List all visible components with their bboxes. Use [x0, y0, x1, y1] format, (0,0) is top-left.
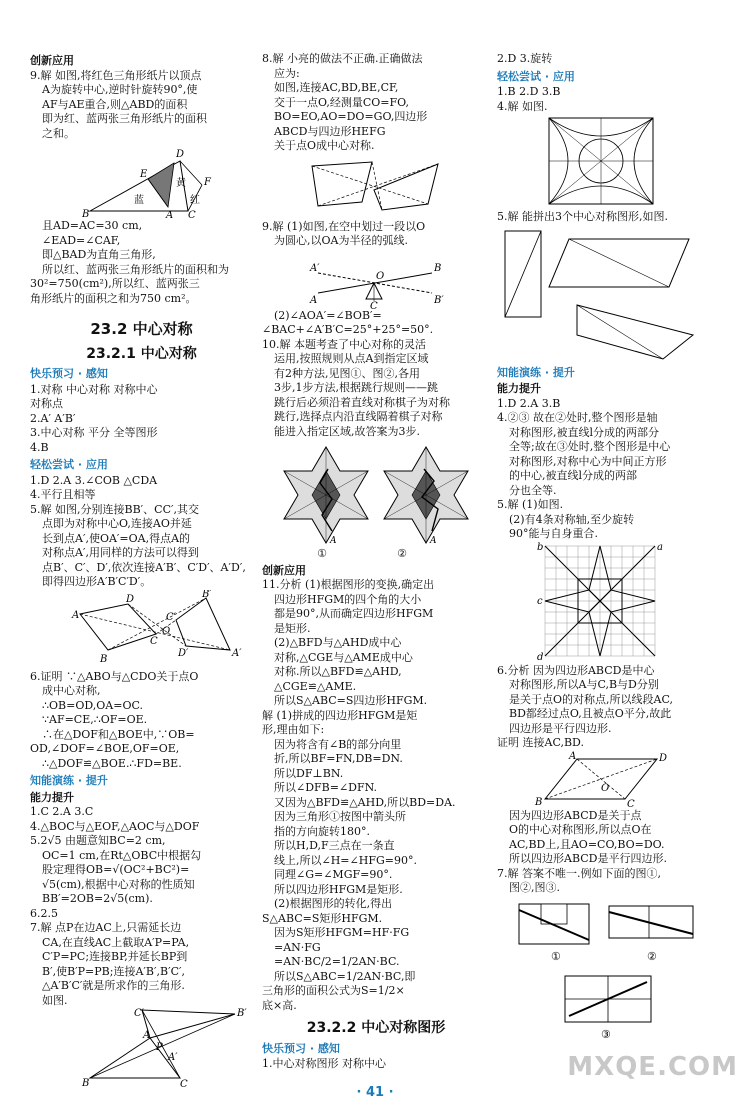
section-title: 23.2 中心对称 [90, 320, 193, 338]
section-innovation: 创新应用 [30, 54, 74, 67]
svg-text:A: A [310, 294, 318, 306]
try-answers: 1.B 2.D 3.B [497, 85, 561, 98]
subsection-title: 23.2.2 中心对称图形 [306, 1020, 446, 1036]
figure-2-shape [609, 906, 693, 938]
section-innovation: 创新应用 [262, 563, 306, 577]
answer-7: 7.解 点P在边AC上,只需延长边 CA,在直线AC上截取A′P=PA, C′P=PC;连接BP,并延长BP到 B′,使B′P=PB;连接A′B′,B′C′, △A′B′C′就是所求作的三角形. 如图. [30, 921, 190, 1007]
svg-text:C: C [370, 300, 378, 309]
label-E: E [140, 169, 148, 180]
svg-text:P: P [156, 1042, 163, 1053]
svg-text:D′: D′ [178, 647, 189, 659]
svg-text:d: d [537, 651, 544, 663]
label-F: F [204, 177, 211, 188]
watermark-logo: MXQE.COM [567, 1052, 738, 1082]
svg-text:A: A [330, 536, 337, 546]
heading-easy-try: 轻松尝试 · 应用 [30, 458, 108, 471]
chinese-checkers-figure [262, 439, 490, 547]
heading-easy-try: 轻松尝试 · 应用 [497, 69, 575, 83]
answer-9: 9.解 (1)如图,在空中划过一段以O 为圆心,以OA为半径的弧线. [262, 219, 426, 247]
svg-text:B′: B′ [434, 294, 444, 306]
answer-5b: 5.2√5 由题意知BC=2 cm, OC=1 cm,在Rt△OBC中根据勾 股定理得OB=√(OC²+BC²)= √5(cm),根据中心对称的性质知 BB′=2OB=2√5(cm). [30, 834, 202, 905]
svg-text:B′: B′ [237, 1008, 247, 1019]
lever-figure [262, 249, 490, 309]
column-2 [262, 52, 490, 1072]
svg-text:a: a [657, 541, 663, 553]
heading-practice: 知能演练 · 提升 [497, 365, 575, 379]
heading-quick-preview: 快乐预习 · 感知 [262, 1041, 340, 1055]
answer-9-cont: (2)∠AOA′=∠BOB′= ∠BAC+∠A′B′C=25°+25°=50°. [262, 308, 434, 336]
answer-6b: 6.2.5 [30, 906, 58, 920]
heading-ability: 能力提升 [30, 790, 74, 804]
svg-text:C′: C′ [134, 1008, 144, 1019]
answer-5b: 5.解 (1)如图. (2)有4条对称轴,至少旋转 90°能与自身重合. [497, 498, 635, 540]
figure-3-shape [565, 976, 651, 1022]
svg-text:B′: B′ [202, 589, 212, 600]
svg-text:A′: A′ [168, 1052, 178, 1063]
answer-4: 4.解 如图. [497, 99, 548, 113]
heading-quick-preview: 快乐预习 · 感知 [30, 367, 108, 380]
svg-text:C: C [627, 798, 635, 809]
column-1 [30, 52, 253, 1088]
answer-11: 11.分析 (1)根据图形的变换,确定出 四边形HFGM的四个角的大小 都是90°,从而确定四边形HFGM 是矩形. (2)△BFD与△AHD成中心 对称,△CGE与△AME成中心 对称.所以△BFD≌△AHD, △CGE≌△AME. 所以S△ABC=S四边形HFGM. 解 (1)拼成的四边形HFGM是矩 形,理由如下: 因为将含有∠B的部分向里 折,所以BF=FN,DB=DN. 所以DF⊥BN. 所以∠DFB=∠DFN. 又因为△BFD≌△AHD,所以BD=DA. 因为三角形①按图中箭头所 指的方向旋转180°. 所以H,D,F三点在一条直 线上,所以∠H=∠HFG=90°. 同理∠G=∠MGF=90°. 所以四边形HFGM是矩形. (2)根据图形的转化,得出 S△ABC=S矩形HFGM. 因为S矩形HFGM=HF·FG =AN·FG =AN·BC/2=1/2AN·BC. 所以S△ABC=1/2AN·BC,即 三角形的面积公式为S=1/2× 底×高. [262, 578, 456, 1012]
quick-answer: 1.中心对称图形 对称中心 [262, 1057, 386, 1070]
answer-6: 6.证明 ∵△ABO与△CDO关于点O 成中心对称, ∴OB=OD,OA=OC. ∵AF=CE,∴OF=OE. ∴在△DOF和△BOE中,∵OB= OD,∠DOF=∠BOE,OF=OE, ∴△DOF≌△BOE.∴FD=BE. [30, 669, 199, 770]
label-C: C [188, 210, 196, 219]
try-answers: 1.D 2.A 3.∠COB △CDA 4.平行且相等 [30, 473, 158, 501]
label-red: 红 [190, 195, 200, 206]
heading-ability: 能力提升 [497, 382, 541, 395]
quick-answers: 1.对称 中心对称 对称中心 对称点 2.A′ A′B′ 3.中心对称 平分 全等图形 4.B [30, 382, 158, 454]
answer-5: 5.解 能拼出3个中心对称图形,如图. [497, 210, 668, 223]
grid-pattern-figure [497, 542, 719, 664]
svg-text:③: ③ [601, 1027, 611, 1041]
svg-text:B: B [434, 262, 442, 274]
svg-text:A: A [569, 750, 577, 762]
answer-9-cont: 且AD=AC=30 cm, ∠EAD=∠CAF, 即△BAD为直角三角形, 所以红、蓝两张三角形纸片的面积和为 30²=750(cm²),所以红、蓝两张三 角形纸片的面积之和为750 cm²。 [30, 219, 229, 305]
triangle-figure [30, 141, 253, 219]
svg-text:B: B [100, 653, 108, 665]
symmetric-pattern-figure [497, 114, 719, 210]
svg-text:O: O [376, 270, 385, 282]
star-board-2 [384, 447, 468, 543]
svg-text:A: A [430, 536, 437, 546]
rectangles-figure [497, 896, 719, 1044]
page-number: · 41 · [356, 1085, 394, 1100]
svg-text:A′: A′ [310, 262, 320, 274]
answer-4b: 4.②③ 故在②处时,整个图形是轴 对称图形,被直线l分成的两部分 全等;故在③处时,整个图形是中心 对称图形,对称中心为中间正方形 的中心,被直线l分成的两部 分也全等. [497, 411, 671, 497]
svg-text:C′: C′ [166, 611, 176, 623]
triangle-construction-figure [30, 1008, 253, 1088]
answers-top: 2.D 3.旋转 [497, 52, 553, 65]
subsection-title: 23.2.1 中心对称 [86, 345, 197, 362]
star-board-1 [284, 447, 368, 543]
answer-7: 7.解 答案不唯一.例如下面的图①, 图②,图③. [497, 866, 661, 894]
answer-9: 9.解 如图,将红色三角形纸片以顶点 A为旋转中心,逆时针旋转90°,使 AF与AE重合,则△ABD的面积 即为红、蓝两张三角形纸片的面积 之和。 [30, 68, 207, 140]
svg-text:O: O [162, 625, 171, 637]
svg-text:B: B [535, 796, 543, 808]
svg-text:C: C [150, 635, 158, 647]
svg-text:①: ① [551, 949, 561, 963]
svg-text:②: ② [647, 949, 657, 963]
label-B: B [82, 209, 90, 219]
answer-6-cont: 因为四边形ABCD是关于点 O的中心对称图形,所以点O在 AC,BD上,且AO=CO,BO=DO. 所以四边形ABCD是平行四边形. [509, 808, 667, 865]
label-blue: 蓝 [134, 195, 144, 206]
ability-answers: 1.D 2.A 3.B [497, 396, 561, 410]
figure-1-shape [519, 904, 589, 944]
quadrilateral-symmetry-figure [30, 590, 253, 670]
answer-6: 6.分析 因为四边形ABCD是中心 对称图形,所以A与C,B与D分别 是关于点O的对称点,所以线段AC, BD都经过点O,且被点O平分,故此 四边形是平行四边形. 证明 连接AC,BD. [497, 663, 673, 749]
figure-numbers: ① ② [317, 547, 407, 560]
column-3 [497, 52, 719, 1044]
svg-text:D: D [659, 752, 668, 764]
ability-answers: 1.C 2.A 3.C 4.△BOC与△EOF,△AOC与△DOF [30, 805, 200, 833]
parallelogram-figure [497, 751, 719, 809]
label-A: A [166, 210, 174, 219]
svg-text:D: D [126, 593, 135, 605]
svg-text:A′: A′ [232, 647, 242, 659]
heading-practice: 知能演练 · 提升 [30, 774, 108, 787]
answer-8: 8.解 小亮的做法不正确.正确做法 应为: 如图,连接AC,BD,BE,CF, 交于一点O,经测量CO=FO, BO=EO,AO=DO=GO,四边形 ABCD与四边形HEFG 关于点O成中心对称. [262, 52, 428, 152]
answer-10: 10.解 本题考查了中心对称的灵活 运用,按照规则从点A到指定区域 有2种方法,见图①、图②,各用 3步,1步方法,根据跳行规则——跳 跳行后必须沿着直线对称棋子为对称 跳行,选择点内沿直线隔着棋子对称 能进入指定区域,故答案为3步. [262, 337, 450, 438]
answer-5: 5.解 如图,分别连接BB′、CC′,其交 点即为对称中心O,连接AO并延 长到点A′,使OA′=OA,得点A的 对称点A′,用同样的方法可以得到 点B′、C′、D′,依次连接A′B′、C′D′、A′D′, 即得四边形A′B′C′D′。 [30, 502, 246, 588]
label-yellow: 黄 [176, 178, 186, 189]
parallelogram-assemblies-figure [497, 225, 719, 363]
svg-text:c: c [537, 595, 543, 607]
svg-text:B: B [82, 1078, 90, 1088]
svg-text:C: C [180, 1079, 188, 1088]
svg-text:A: A [72, 609, 80, 621]
svg-text:b: b [537, 541, 544, 553]
label-D: D [176, 149, 185, 160]
svg-text:A: A [143, 1030, 151, 1041]
svg-text:O: O [601, 782, 610, 794]
bowtie-figure [262, 154, 490, 220]
